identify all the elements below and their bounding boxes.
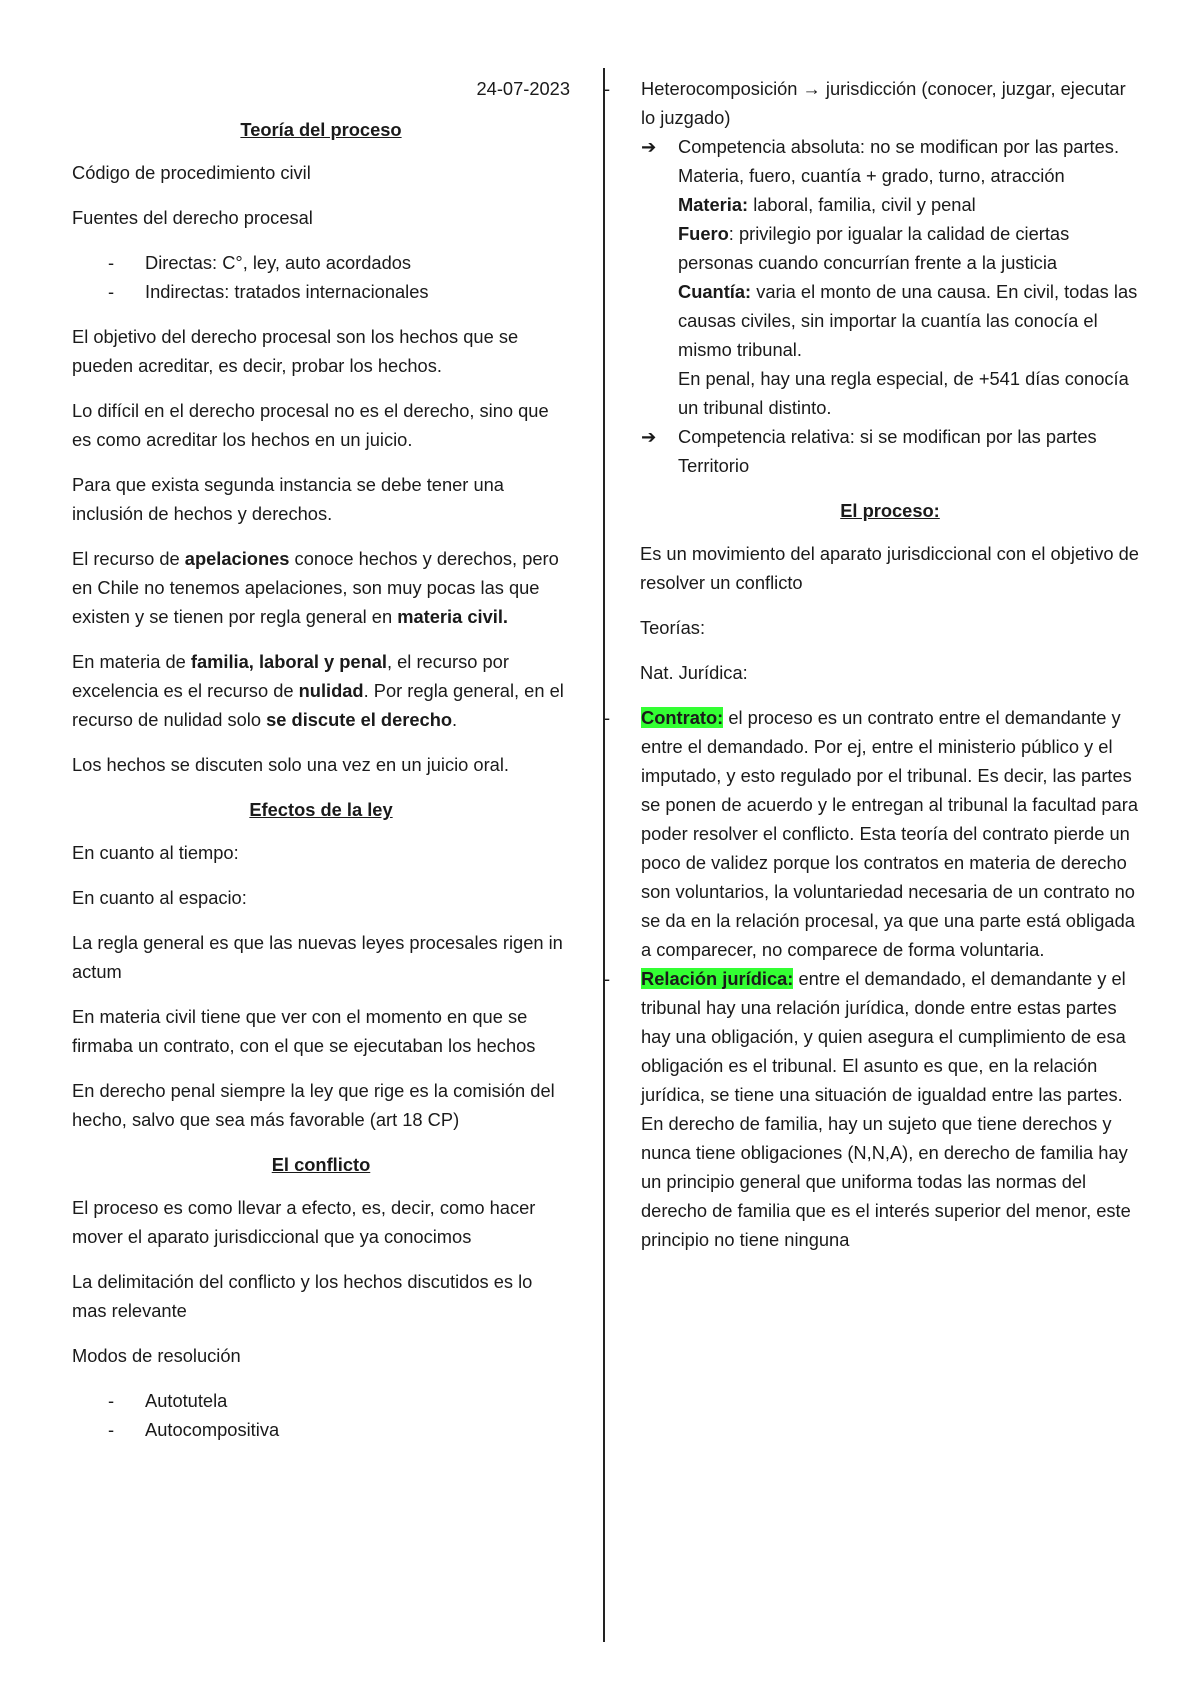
bold-term: Cuantía: <box>678 281 752 302</box>
heading-efectos: Efectos de la ley <box>249 799 393 820</box>
text-run: El recurso de <box>72 548 185 569</box>
text-run: conoce hechos y derechos, pero en Chile no tenemos apelaciones, son muy pocas las que existen y se tienen por regla general en <box>72 548 559 627</box>
heading-conflicto: El conflicto <box>271 1154 371 1175</box>
text-run: : privilegio por igualar la calidad de ciertas personas cuando concurrían frente a la justicia <box>678 223 1070 273</box>
paragraph-delimitacion: La delimitación del conflicto y los hechos discutidos es lo mas relevante <box>72 1271 533 1321</box>
territorio-line: Territorio <box>678 455 750 476</box>
page-title: Teoría del proceso <box>240 119 402 140</box>
modos-list <box>72 1386 570 1444</box>
competencia-relativa: Competencia relativa: si se modifican por las partes <box>678 426 1097 447</box>
highlighted-term: Contrato: <box>641 707 724 728</box>
list-item <box>568 703 1140 964</box>
paragraph-nat-juridica: Nat. Jurídica: <box>640 662 748 683</box>
bold-term: apelaciones <box>184 548 290 569</box>
list-item <box>641 422 1140 480</box>
list-item <box>568 74 1140 480</box>
paragraph-segunda-instancia: Para que exista segunda instancia se debe tener una inclusión de hechos y derechos. <box>72 474 504 524</box>
list-item <box>641 132 1140 422</box>
paragraph-penal: En derecho penal siempre la ley que rige es la comisión del hecho, salvo que sea más favorable (art 18 CP) <box>72 1080 555 1130</box>
arrow-icon: ➔ <box>641 426 657 447</box>
bold-term: Fuero <box>678 223 729 244</box>
fuentes-list <box>72 248 570 306</box>
text-run: varia el monto de una causa. En civil, todas las causas civiles, sin importar la cuantía las conocía el mismo tribunal. <box>678 281 1138 360</box>
materia-line <box>678 190 1140 219</box>
paragraph-hechos: Los hechos se discuten solo una vez en un juicio oral. <box>72 754 509 775</box>
paragraph-tiempo: En cuanto al tiempo: <box>72 842 239 863</box>
paragraph-materia <box>72 647 570 734</box>
heading-el-proceso: El proceso: <box>840 500 940 521</box>
teorias-list <box>568 703 1140 1254</box>
right-column <box>640 74 1140 1270</box>
bold-term: nulidad <box>298 680 364 701</box>
bold-term: familia, laboral y penal <box>190 651 387 672</box>
competencia-list <box>641 132 1140 480</box>
paragraph-proceso: El proceso es como llevar a efecto, es, decir, como hacer mover el aparato jurisdiccional que ya conocimos <box>72 1197 536 1247</box>
list-item <box>568 964 1140 1254</box>
text-run: laboral, familia, civil y penal <box>748 194 976 215</box>
paragraph-objetivo: El objetivo del derecho procesal son los hechos que se pueden acreditar, es decir, probar los hechos. <box>72 326 519 376</box>
paragraph-teorias: Teorías: <box>640 617 706 638</box>
paragraph-recurso <box>72 544 570 631</box>
paragraph-codigo: Código de procedimiento civil <box>72 162 311 183</box>
text-run: . <box>452 709 458 730</box>
competencia-absoluta: Competencia absoluta: no se modifican por las partes. <box>678 136 1120 157</box>
highlighted-term: Relación jurídica: <box>641 968 794 989</box>
paragraph-fuentes: Fuentes del derecho procesal <box>72 207 313 228</box>
list-item: - Autocompositiva <box>72 1415 570 1444</box>
paragraph-modos: Modos de resolución <box>72 1345 241 1366</box>
bold-term: se discute el derecho <box>266 709 453 730</box>
paragraph-movimiento: Es un movimiento del aparato jurisdiccional con el objetivo de resolver un conflicto <box>640 543 1139 593</box>
hetero-text: - Heterocomposición → jurisdicción (conocer, juzgar, ejecutar lo juzgado) <box>641 78 1126 128</box>
hetero-list <box>568 74 1140 480</box>
paragraph-dificil: Lo difícil en el derecho procesal no es el derecho, sino que es como acreditar los hechos en un juicio. <box>72 400 549 450</box>
cuantia-penal-line: En penal, hay una regla especial, de +541 días conocía un tribunal distinto. <box>678 368 1129 418</box>
text-run: En materia de <box>72 651 191 672</box>
paragraph-civil: En materia civil tiene que ver con el momento en que se firmaba un contrato, con el que se ejecutaban los hechos <box>72 1006 536 1056</box>
paragraph-regla: La regla general es que las nuevas leyes procesales rigen in actum <box>72 932 563 982</box>
competencia-absoluta-lista: Materia, fuero, cuantía + grado, turno, atracción <box>678 165 1065 186</box>
bold-term: Materia: <box>678 194 749 215</box>
fuero-line <box>678 219 1140 277</box>
cuantia-line <box>678 277 1140 364</box>
list-item: - Indirectas: tratados internacionales <box>72 277 570 306</box>
left-column <box>72 74 570 1460</box>
list-item: - Autotutela <box>72 1386 570 1415</box>
text-run: . Por regla general, en el recurso de nulidad solo <box>72 680 564 730</box>
text-run: , el recurso por excelencia es el recurso de <box>72 651 509 701</box>
text-run: entre el demandado, el demandante y el tribunal hay una relación jurídica, donde entre estas partes hay una obligación, y quien asegura el cumplimiento de esa obligación es el tribunal. El asunto es que, en la relación jurídica, se tiene una situación de igualdad entre las partes. En derecho de familia, hay un sujeto que tiene derechos y nunca tiene obligaciones (N,N,A), en derecho de familia hay un principio general que uniforma todas las normas del derecho de familia que es el interés superior del menor, este principio no tiene ninguna <box>641 968 1131 1250</box>
text-run: el proceso es un contrato entre el demandante y entre el demandado. Por ej, entre el ministerio público y el imputado, y esto regulado por el tribunal. Es decir, las partes se ponen de acuerdo y le entregan al tribunal la facultad para poder resolver el conflicto. Esta teoría del contrato pierde un poco de validez porque los contratos en materia de derecho son voluntarios, la voluntariedad necesaria de un contrato no se da en la relación procesal, ya que una parte está obligada a comparecer, no comparece de forma voluntaria. <box>641 707 1138 960</box>
paragraph-espacio: En cuanto al espacio: <box>72 887 247 908</box>
list-item: - Directas: C°, ley, auto acordados <box>72 248 570 277</box>
document-date: 24-07-2023 <box>476 78 570 99</box>
bold-term: materia civil. <box>397 606 508 627</box>
arrow-icon: ➔ <box>641 136 657 157</box>
